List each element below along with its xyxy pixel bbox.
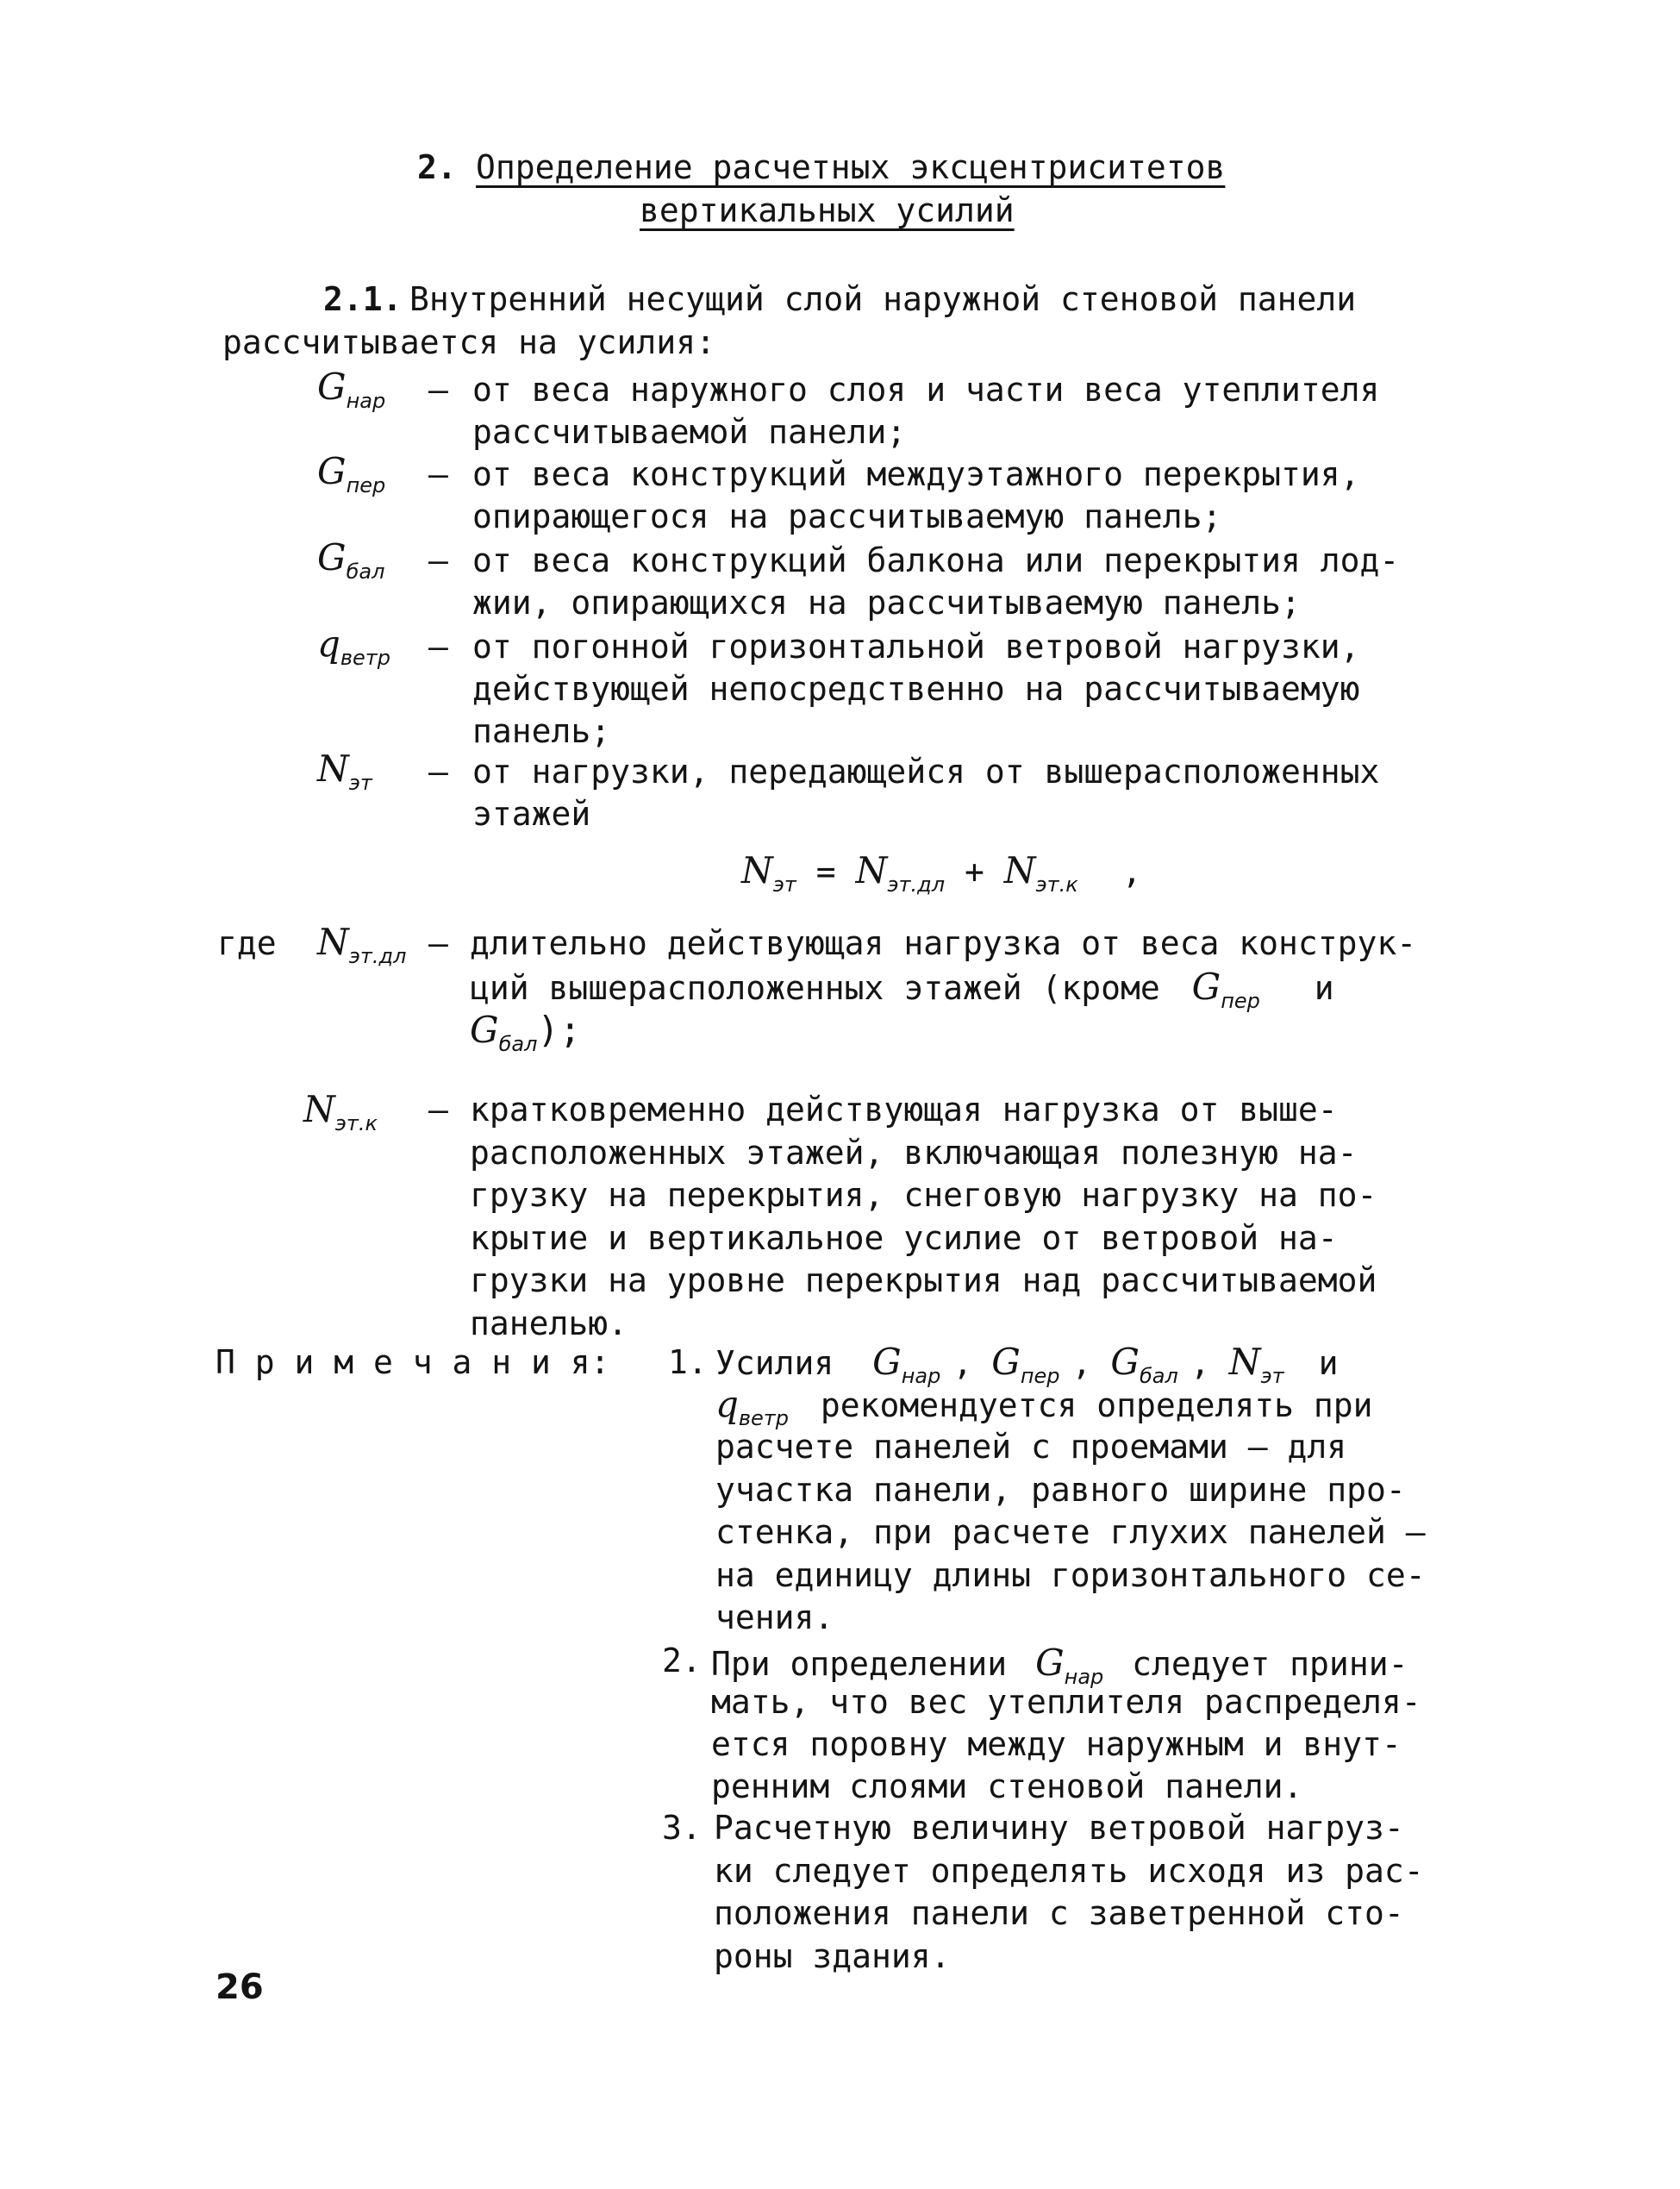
where-symbol [317, 921, 406, 968]
definition-symbol-sub: нар [346, 389, 386, 413]
short-text-line: расположенных этажей, включающая полезную на- [470, 1133, 1358, 1172]
short-text-line: крытие и вертикальное усилие от ветровой на- [470, 1218, 1338, 1257]
note1-symbol-sep: , [952, 1344, 973, 1382]
note1-symbol-main: G [872, 1341, 902, 1383]
notes-label: П р и м е ч а н и я: [215, 1343, 610, 1381]
definition-dash: – [428, 628, 448, 666]
definition-symbol [317, 747, 372, 795]
short-symbol-main: N [303, 1088, 335, 1130]
definition-dash: – [428, 455, 448, 493]
where-line3-symbol: G [470, 1009, 499, 1051]
note1-symbol-sep: и [1318, 1344, 1339, 1382]
note1-q-sub: ветр [738, 1406, 790, 1430]
where-line3 [470, 1009, 581, 1056]
definition-symbol-main: G [317, 450, 347, 492]
definition-symbol-sub: ветр [340, 646, 391, 670]
section-number: 2. [417, 148, 457, 186]
short-text-line: грузку на перекрытия, снеговую нагрузку на по- [470, 1176, 1377, 1214]
note1-symbol-main: N [1228, 1341, 1261, 1383]
formula-lhs: N [741, 849, 773, 891]
note3-text-line: роны здания. [714, 1936, 951, 1975]
note1-symbol-sub: бал [1139, 1364, 1178, 1388]
note1-symbol-sep: , [1190, 1344, 1210, 1382]
note1-first: Усилия [715, 1344, 834, 1382]
formula-comma: , [1121, 853, 1142, 891]
formula [741, 849, 1142, 897]
note3-text-line: ки следует определять исходя из рас- [714, 1851, 1424, 1890]
intro-line1: Внутренний несущий слой наружной стеновой панели [409, 280, 1357, 318]
definition-symbol-main: q [317, 622, 340, 665]
short-text-line: панелью. [470, 1304, 628, 1342]
short-symbol-sub: эт.к [334, 1111, 378, 1135]
definition-text-line: жии, опирающихся на рассчитываемую панель; [472, 584, 1301, 622]
paragraph-number: 2.1. [323, 280, 403, 318]
note1-symbols [853, 1341, 1339, 1388]
formula-lhs-sub: эт [772, 872, 796, 897]
note1-text-line: расчете панелей с проемами – для [715, 1428, 1347, 1466]
definition-text-line: опирающегося на рассчитываемую панель; [472, 497, 1222, 535]
definition-text-line: от нагрузки, передающейся от вышерасположенных [472, 753, 1380, 791]
definition-symbol [317, 450, 385, 497]
page-number: 26 [215, 1967, 264, 2007]
formula-term1-sub: эт.дл [887, 872, 946, 897]
note1-symbol-item [991, 1341, 1092, 1388]
definition-symbol [317, 622, 390, 670]
formula-plus: + [964, 853, 984, 891]
where-line2-sub: пер [1221, 989, 1260, 1013]
note2-first: При определении [711, 1645, 1008, 1683]
note1-line2 [715, 1383, 1373, 1430]
definition-text-line: панель; [472, 712, 611, 750]
where-line2-symbol: G [1191, 966, 1221, 1008]
short-text-line: кратковременно действующая нагрузка от выше- [470, 1091, 1338, 1129]
short-dash: – [428, 1091, 448, 1129]
definition-text-line: от веса наружного слоя и части веса утеплителя [472, 371, 1380, 409]
definition-dash: – [428, 753, 448, 791]
note1-symbol-sub: эт [1260, 1364, 1284, 1388]
note2-text-line: мать, что вес утеплителя распределя- [711, 1683, 1421, 1721]
definition-symbol [317, 366, 385, 413]
definition-text-line: действующей непосредственно на рассчитываемую [472, 670, 1360, 708]
where-line3-tail: ); [537, 1009, 581, 1051]
definition-symbol-sub: эт [348, 771, 372, 795]
note1-number: 1. [668, 1343, 708, 1381]
note3-number: 3. [662, 1809, 702, 1847]
note2-line1 [711, 1642, 1408, 1689]
short-text-line: грузки на уровне перекрытия над рассчитываемой [470, 1261, 1377, 1299]
definition-dash: – [428, 371, 448, 409]
note1-text-line: участка панели, равного ширине про- [715, 1470, 1406, 1509]
note2-sub: нар [1064, 1665, 1104, 1689]
note2-line1-tail: следует прини- [1132, 1645, 1408, 1683]
definition-text-line: от веса конструкций междуэтажного перекрытия, [472, 455, 1360, 493]
definition-symbol-sub: бал [346, 560, 385, 584]
formula-term1: N [855, 849, 888, 891]
note1-symbol-sep: , [1071, 1344, 1092, 1382]
note1-symbol-item [1110, 1341, 1210, 1388]
definition-text-line: этажей [472, 795, 591, 833]
where-line1: длительно действующая нагрузка от веса конструк- [470, 924, 1417, 962]
definition-symbol-sub: пер [346, 473, 386, 497]
note1-text-line: чения. [715, 1598, 834, 1636]
note1-symbol-sub: нар [901, 1364, 941, 1388]
note3-text-line: положения панели с заветренной сто- [714, 1894, 1404, 1932]
note1-text-line: стенка, при расчете глухих панелей – [715, 1513, 1426, 1551]
note2-text-line: ренним слоями стеновой панели. [711, 1767, 1303, 1805]
definition-symbol-main: G [317, 536, 347, 579]
definition-text-line: рассчитываемой панели; [472, 413, 907, 451]
note2-symbol: G [1035, 1642, 1065, 1684]
definition-text-line: от погонной горизонтальной ветровой нагрузки, [472, 628, 1360, 666]
section-title-line1: Определение расчетных эксцентриситетов [476, 148, 1226, 186]
short-symbol [303, 1088, 378, 1135]
formula-eq: = [815, 853, 836, 891]
note1-symbol-main: G [991, 1341, 1021, 1383]
where-line2 [470, 966, 1334, 1013]
formula-term2: N [1003, 849, 1036, 891]
where-line3-sub: бал [498, 1032, 538, 1056]
note2-text-line: ется поровну между наружным и внут- [711, 1725, 1402, 1763]
note1-symbol-main: G [1110, 1341, 1140, 1383]
where-label: где [217, 924, 277, 962]
note1-line2-text: рекомендуется определять при [820, 1386, 1373, 1424]
note1-text-line: на единицу длины горизонтального се- [715, 1555, 1426, 1594]
where-dash: – [428, 924, 448, 962]
note1-line1 [715, 1341, 1339, 1388]
intro-line2: рассчитывается на усилия: [222, 323, 715, 361]
where-line2-and: и [1314, 969, 1334, 1007]
where-symbol-sub: эт.дл [348, 944, 407, 968]
formula-term2-sub: эт.к [1035, 872, 1078, 897]
definition-symbol-main: G [317, 366, 347, 408]
definition-symbol-main: N [317, 747, 349, 790]
section-title-line2: вертикальных усилий [640, 191, 1015, 229]
where-symbol-main: N [317, 921, 349, 963]
note1-q-symbol: q [715, 1383, 739, 1425]
definition-symbol [317, 536, 384, 584]
note1-symbol-sub: пер [1020, 1364, 1060, 1388]
note1-symbol-item [1228, 1341, 1339, 1388]
note2-number: 2. [662, 1642, 702, 1679]
definition-dash: – [428, 541, 448, 579]
definition-text-line: от веса конструкций балкона или перекрытия лод- [472, 541, 1400, 579]
note3-text-line: Расчетную величину ветровой нагруз- [714, 1809, 1404, 1847]
where-line2-text: ций вышерасположенных этажей (кроме [470, 969, 1160, 1007]
note1-symbol-item [872, 1341, 973, 1388]
